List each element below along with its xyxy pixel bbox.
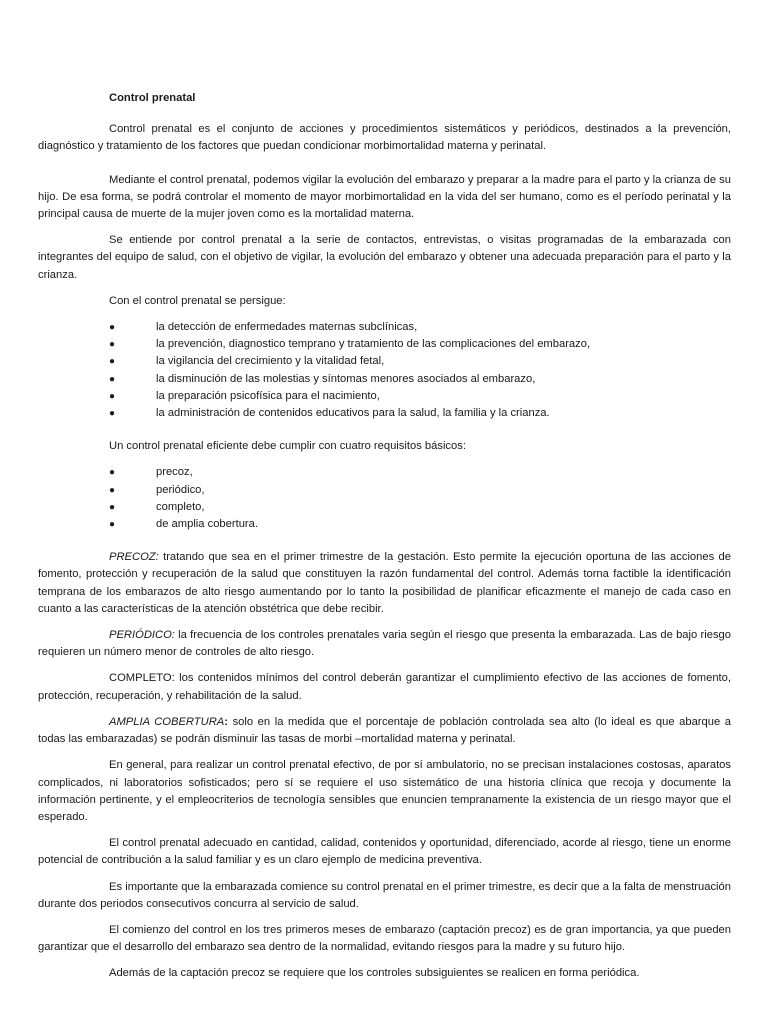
bullet-icon: ● <box>109 408 116 420</box>
list-item: ● la disminución de las molestias y síntomas menores asociados al embarazo, <box>38 371 731 388</box>
list-item: ● la prevención, diagnostico temprano y tratamiento de las complicaciones del embarazo, <box>38 336 731 353</box>
paragraph-ademas: Además de la captación precoz se requiere que los controles subsiguientes se realicen en forma periódica. <box>109 967 640 980</box>
bullet-icon: ● <box>109 373 116 385</box>
list-item: ● la administración de contenidos educativos para la salud, la familia y la crianza. <box>38 405 731 422</box>
paragraph-contacts: Se entiende por control prenatal a la serie de contactos, entrevistas, o visitas programadas de la embarazada con integrantes del equipo de salud, con el objetivo de vigilar, la evolución del embarazo y obtener una adecuada preparación para el parto y la crianza. <box>38 234 731 281</box>
paragraph-comienzo: El comienzo del control en los tres primeros meses de embarazo (captación precoz) es de gran importancia, ya que pueden garantizar que el desarrollo del embarazo sea dentro de la normalidad, evitando riesgos para la madre y su futuro hijo. <box>38 923 731 954</box>
bullet-icon: ● <box>109 356 116 368</box>
paragraph-importante: Es importante que la embarazada comience su control prenatal en el primer trimestre, es decir que a la falta de menstruación durante dos periodos consecutivos concurra al servicio de salud. <box>38 880 731 910</box>
goals-intro: Con el control prenatal se persigue: <box>109 294 286 307</box>
list-item: ● completo, <box>38 499 731 516</box>
term-amplia-cobertura: AMPLIA COBERTURA <box>109 715 225 728</box>
paragraph-precoz: PRECOZ: tratando que sea en el primer trimestre de la gestación. Esto permite la ejecución oportuna de las acciones de fomento, protección y recuperación de la salud que constituyen la razón fundamental del control. Además torna factible la identificación temprana de los embarazos de alto riesgo aumentando por lo tanto la posibilidad de planificar eficazmente el manejo de cada caso en cuanto a las características de la atención obstétrica que debe recibir. <box>38 551 731 615</box>
goals-list <box>38 319 731 422</box>
requirements-list <box>38 464 731 533</box>
bullet-icon: ● <box>109 339 116 351</box>
paragraph-general: En general, para realizar un control prenatal efectivo, de por sí ambulatorio, no se precisan instalaciones costosas, aparatos complicados, ni laboratorios sofisticados; pero sí se requiere el uso sistemático de una historia clínica que recoja y documente la información pertinente, y el empleocriterios de tecnología sensibles que enuncien tempranamente la existencia de un riesgo mayor que el esperado. <box>38 759 731 823</box>
paragraph-amplia-cobertura: AMPLIA COBERTURA: solo en la medida que el porcentaje de población controlada sea alto (lo ideal es que abarque a todas las embarazadas) se podrán disminuir las tasas de morbi –mortalidad materna y perinatal. <box>38 715 731 746</box>
term-precoz: PRECOZ: <box>109 551 159 564</box>
paragraph-purpose: Mediante el control prenatal, podemos vigilar la evolución del embarazo y preparar a la madre para el parto y la crianza de su hijo. De esa forma, se podrá controlar el momento de mayor morbimortalidad en la vida del ser humano, como es el período perinatal y la principal causa de muerte de la mujer joven como es la mortalidad materna. <box>38 173 731 221</box>
list-item: ● de amplia cobertura. <box>38 516 731 533</box>
document-body <box>38 90 731 983</box>
paragraph-periodico: PERIÓDICO: la frecuencia de los controles prenatales varia según el riesgo que presenta la embarazada. Las de bajo riesgo requieren un número menor de controles de alto riesgo. <box>38 629 731 659</box>
bullet-icon: ● <box>109 501 116 513</box>
list-item: ● la detección de enfermedades maternas subclínicas, <box>38 319 731 336</box>
bullet-icon: ● <box>109 467 116 479</box>
list-item: ● la preparación psicofísica para el nacimiento, <box>38 388 731 405</box>
bullet-icon: ● <box>109 484 116 496</box>
paragraph-adecuado: El control prenatal adecuado en cantidad, calidad, contenidos y oportunidad, diferenciado, acorde al riesgo, tiene un enorme potencial de contribución a la salud familiar y es un claro ejemplo de medicina preventiva. <box>38 837 731 867</box>
requirements-intro: Un control prenatal eficiente debe cumplir con cuatro requisitos básicos: <box>109 440 466 453</box>
bullet-icon: ● <box>109 519 116 531</box>
bullet-icon: ● <box>109 322 116 334</box>
paragraph-completo: COMPLETO: los contenidos mínimos del control deberán garantizar el cumplimiento efectivo de las acciones de fomento, protección, recuperación, y rehabilitación de la salud. <box>38 672 731 702</box>
document-title: Control prenatal <box>109 92 196 104</box>
list-item: ● precoz, <box>38 464 731 481</box>
list-item: ● la vigilancia del crecimiento y la vitalidad fetal, <box>38 353 731 370</box>
paragraph-definition: Control prenatal es el conjunto de acciones y procedimientos sistemáticos y periódicos, destinados a la prevención, diagnóstico y tratamiento de los factores que puedan condicionar morbimortalidad materna y perinatal. <box>38 123 731 153</box>
list-item: ● periódico, <box>38 482 731 499</box>
bullet-icon: ● <box>109 390 116 402</box>
term-periodico: PERIÓDICO: <box>109 629 175 642</box>
